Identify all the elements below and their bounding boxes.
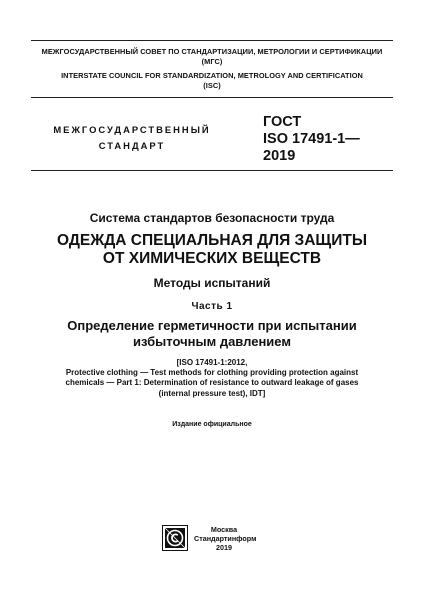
- subtitle-line1: Определение герметичности при испытании: [67, 318, 357, 333]
- designation-rule: [31, 170, 393, 171]
- top-rule: [31, 40, 393, 41]
- publisher-block: [194, 525, 257, 552]
- subtitle: [0, 318, 424, 350]
- header-rule: [31, 97, 393, 98]
- iso-reference-line3: chemicals — Part 1: Determination of resistance to outward leakage of gases: [65, 378, 359, 388]
- subtitle-line2: избыточным давлением: [133, 334, 291, 349]
- main-title: [0, 232, 424, 268]
- iso-reference: [0, 358, 424, 399]
- standard-designation: ГОСТ ISO 17491-1— 2019: [263, 114, 360, 164]
- iso-reference-line2: Protective clothing — Test methods for clothing providing protection against: [65, 368, 359, 378]
- standard-label-line1: МЕЖГОСУДАРСТВЕННЫЙ: [53, 124, 211, 135]
- standartinform-logo-icon: [162, 525, 188, 551]
- council-en-line1: INTERSTATE COUNCIL FOR STANDARDIZATION, METROLOGY AND CERTIFICATION: [61, 71, 363, 80]
- series-title: Система стандартов безопасности труда: [89, 211, 335, 225]
- council-ru-line2: (МГС): [201, 57, 223, 66]
- standard-label: [44, 122, 220, 154]
- publisher-name: Стандартинформ: [194, 534, 257, 543]
- standard-label-line2: СТАНДАРТ: [98, 140, 166, 151]
- methods-title: Методы испытаний: [153, 276, 271, 290]
- iso-reference-line1: [ISO 17491-1:2012,: [176, 358, 248, 367]
- council-ru: [0, 47, 424, 67]
- main-title-line2: ОТ ХИМИЧЕСКИХ ВЕЩЕСТВ: [102, 250, 322, 267]
- main-title-line1: ОДЕЖДА СПЕЦИАЛЬНАЯ ДЛЯ ЗАЩИТЫ: [57, 232, 367, 249]
- part-title: Часть 1: [191, 301, 233, 312]
- publisher-city: Москва: [210, 525, 238, 534]
- publisher-year: 2019: [216, 543, 232, 552]
- iso-reference-line4: (internal pressure test), IDT]: [158, 388, 266, 398]
- official-edition: Издание официальное: [172, 421, 252, 428]
- council-en: [0, 71, 424, 91]
- council-en-line2: (ISC): [203, 81, 221, 90]
- council-ru-line1: МЕЖГОСУДАРСТВЕННЫЙ СОВЕТ ПО СТАНДАРТИЗАЦИИ, МЕТРОЛОГИИ И СЕРТИФИКАЦИИ: [41, 47, 383, 56]
